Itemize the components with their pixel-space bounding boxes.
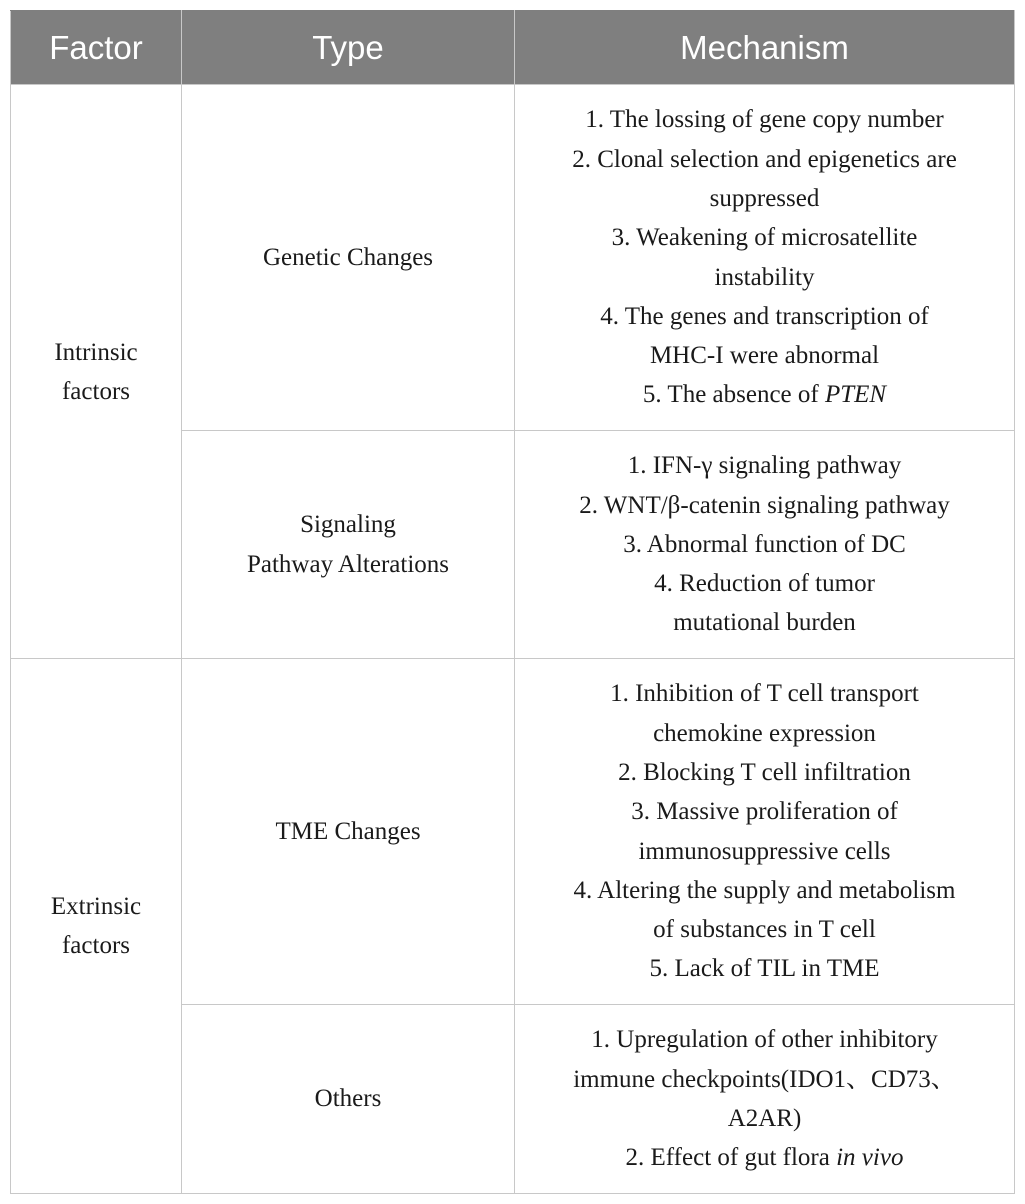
mechanism-line: 2. Blocking T cell infiltration [618, 758, 911, 786]
mechanism-cell-others [515, 1005, 1015, 1194]
header-row [11, 11, 1015, 85]
factor-cell-intrinsic [11, 85, 182, 659]
mechanism-line: instability [714, 263, 815, 291]
factor-cell-extrinsic [11, 659, 182, 1194]
type-cell-signaling-pathway [182, 431, 515, 659]
table-row [11, 85, 1015, 431]
factor-line: Extrinsic [50, 893, 142, 920]
mechanism-line: 3. Abnormal function of DC [623, 530, 906, 558]
type-line: Signaling [300, 511, 396, 539]
mechanism-text: 5. The absence of [642, 381, 825, 409]
factor-line: factors [61, 377, 131, 405]
factor-line: factors [61, 932, 131, 959]
header-type: Type [182, 11, 515, 85]
mechanism-cell-signaling-pathway [515, 431, 1015, 659]
factor-line: Intrinsic [54, 338, 138, 366]
mechanism-cell-tme-changes [515, 659, 1015, 1005]
mechanism-line: 4. Reduction of tumor [654, 570, 875, 598]
mechanism-line: 1. IFN-γ signaling pathway [627, 452, 902, 480]
mechanism-line [521, 1138, 1008, 1177]
mechanism-line: 4. The genes and transcription of [600, 302, 929, 330]
table-row [11, 659, 1015, 1005]
header-factor: Factor [11, 11, 182, 85]
mechanism-line: 1. Upregulation of other inhibitory [591, 1026, 938, 1054]
in-vivo-italic: in vivo [836, 1144, 904, 1172]
mechanism-line: chemokine expression [653, 719, 876, 747]
mechanism-line: 2. Clonal selection and epigenetics are [572, 145, 957, 173]
type-line: Genetic Changes [262, 243, 434, 271]
gene-name-italic: PTEN [824, 381, 887, 409]
mechanism-line: A2AR) [727, 1105, 802, 1132]
mechanism-line: 1. Inhibition of T cell transport [610, 680, 919, 708]
mechanism-line: 4. Altering the supply and metabolism [573, 876, 956, 904]
mechanism-line: mutational burden [673, 609, 856, 637]
mechanism-line: immune checkpoints(IDO1、CD73、 [573, 1065, 956, 1093]
header-mechanism: Mechanism [515, 11, 1015, 85]
type-cell-tme-changes [182, 659, 515, 1005]
mechanism-table [10, 10, 1015, 1194]
type-line: TME Changes [275, 817, 421, 845]
type-line: Others [314, 1085, 382, 1113]
mechanism-line: of substances in T cell [653, 916, 876, 944]
mechanism-line: 3. Massive proliferation of [631, 798, 898, 826]
mechanism-line: 1. The lossing of gene copy number [585, 106, 944, 134]
mechanism-cell-genetic-changes [515, 85, 1015, 431]
mechanism-line [521, 375, 1008, 414]
mechanism-line: immunosuppressive cells [638, 837, 891, 865]
type-cell-others [182, 1005, 515, 1194]
type-line: Pathway Alterations [246, 550, 450, 578]
mechanism-line: 2. WNT/β-catenin signaling pathway [579, 491, 950, 519]
mechanism-line: MHC-I were abnormal [649, 342, 880, 370]
mechanism-line: 3. Weakening of microsatellite [611, 224, 918, 252]
mechanism-text: 2. Effect of gut flora [625, 1144, 837, 1172]
mechanism-line: suppressed [709, 184, 820, 212]
type-cell-genetic-changes [182, 85, 515, 431]
mechanism-line: 5. Lack of TIL in TME [649, 955, 880, 983]
